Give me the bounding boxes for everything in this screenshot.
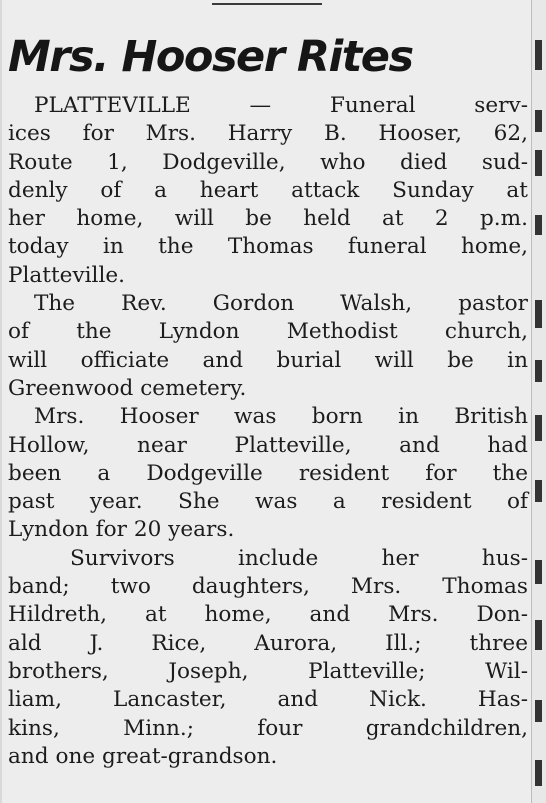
text-line: past year. She was a resident of <box>8 489 528 515</box>
adjacent-column-fragment <box>535 700 542 722</box>
paragraph-officiant <box>8 290 528 403</box>
adjacent-column-fragment <box>535 110 542 132</box>
adjacent-column-fragment <box>535 415 542 441</box>
text-line: Hollow, near Platteville, and had <box>8 432 528 458</box>
text-line: brothers, Joseph, Platteville; Wil- <box>8 658 528 684</box>
text-line: ald J. Rice, Aurora, Ill.; three <box>8 630 528 656</box>
text-line: denly of a heart attack Sunday at <box>8 177 528 203</box>
text-line: PLATTEVILLE — Funeral serv- <box>34 93 528 118</box>
text-line: The Rev. Gordon Walsh, pastor <box>34 291 528 317</box>
adjacent-column-fragment <box>535 560 542 584</box>
text-line: ices for Mrs. Harry B. Hooser, 62, <box>8 121 528 147</box>
adjacent-column-fragment <box>535 480 542 502</box>
top-column-rule <box>212 3 322 5</box>
text-line: her home, will be held at 2 p.m. <box>8 206 528 232</box>
text-line: Route 1, Dodgeville, who died sud- <box>8 149 528 175</box>
text-line: band; two daughters, Mrs. Thomas <box>8 574 528 600</box>
adjacent-column-fragment <box>535 40 542 70</box>
text-line: kins, Minn.; four grandchildren, <box>8 715 528 741</box>
text-line: of the Lyndon Methodist church, <box>8 319 528 345</box>
obituary-article <box>8 30 528 771</box>
text-line: will officiate and burial will be in <box>8 347 528 373</box>
paragraph-biography <box>8 403 528 544</box>
left-column-rule <box>0 0 2 803</box>
paragraph-funeral-notice <box>8 92 528 290</box>
adjacent-column-fragment <box>535 620 542 650</box>
text-line: and one great-grandson. <box>8 743 278 769</box>
text-line: been a Dodgeville resident for the <box>8 460 528 486</box>
text-line: liam, Lancaster, and Nick. Has- <box>8 687 528 713</box>
text-line: Survivors include her hus- <box>70 545 528 571</box>
adjacent-column-fragment <box>535 300 542 328</box>
text-line: Mrs. Hooser was born in British <box>34 404 528 430</box>
text-line: Platteville. <box>8 262 126 288</box>
adjacent-column-edge <box>531 0 546 803</box>
adjacent-column-fragment <box>535 760 542 786</box>
text-line: Greenwood cemetery. <box>8 375 247 401</box>
adjacent-column-fragment <box>535 215 542 235</box>
paragraph-survivors <box>8 545 528 771</box>
text-line: Lyndon for 20 years. <box>8 517 235 543</box>
article-headline: Mrs. Hooser Rites <box>8 32 413 82</box>
adjacent-column-fragment <box>535 150 542 176</box>
text-line: Hildreth, at home, and Mrs. Don- <box>8 602 528 628</box>
adjacent-column-fragment <box>535 360 542 382</box>
text-line: today in the Thomas funeral home, <box>8 234 528 260</box>
